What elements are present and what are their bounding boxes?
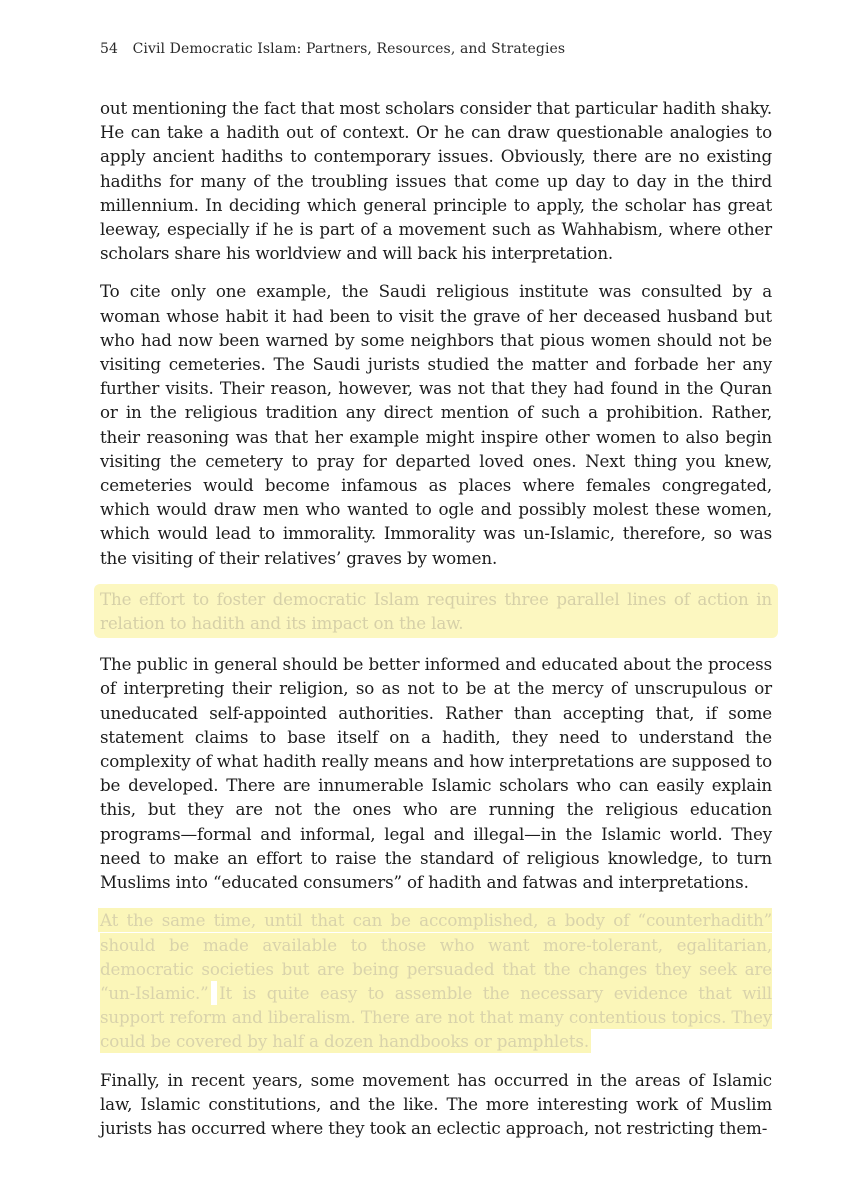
page-number: 54 [100, 41, 119, 57]
highlighted-passage-a: At the same time, until that can be accomplished, a body of “counterhadith” should be made available to those who want more-tolerant, egalitarian, democratic societies but are being persuaded that the changes they seek are “un-Islamic.” [100, 910, 772, 1003]
paragraph-6: Finally, in recent years, some movement has occurred in the areas of Islamic law, Islamic constitutions, and the like. The more interesting work of Muslim jurists has occurred where they took an eclectic approach, not restricting them- [100, 1069, 772, 1138]
paragraph-3-highlighted: The effort to foster democratic Islam requires three parallel lines of action in relation to hadith and its impact on the law. [94, 584, 778, 638]
page-body [100, 96, 772, 1154]
highlighted-passage-b: It is quite easy to assemble the necessary evidence that will support reform and liberalism. There are not that many contentious topics. They could be covered by half a dozen handbooks or pamphlets. [100, 982, 772, 1052]
paragraph-5 [100, 908, 772, 1053]
paragraph-1: out mentioning the fact that most scholars consider that particular hadith shaky. He can take a hadith out of context. Or he can draw questionable analogies to apply ancient hadiths to contemporary issues. Obviously, there are no existing hadiths for many of the troubling issues that come up day to day in the third millennium. In deciding which general principle to apply, the scholar has great leeway, especially if he is part of a movement such as Wahhabism, where other scholars share his worldview and will back his interpretation. [100, 98, 772, 264]
paragraph-4: The public in general should be better informed and educated about the process of interpreting their religion, so as not to be at the mercy of unscrupulous or uneducated self-appointed authorities. Rather than accepting that, if some statement claims to base itself on a hadith, they need to understand the complexity of what hadith really means and how interpretations are supposed to be developed. There are innumerable Islamic scholars who can easily explain this, but they are not the ones who are running the religious education programs—formal and informal, legal and illegal—in the Islamic world. They need to make an effort to raise the standard of religious knowledge, to turn Muslims into “educated consumers” of hadith and fatwas and interpretations. [100, 654, 772, 893]
running-header [100, 41, 565, 57]
paragraph-2: To cite only one example, the Saudi religious institute was consulted by a woman whose habit it had been to visit the grave of her deceased husband but who had now been warned by some neighbors that pious women should not be visiting cemeteries. The Saudi jurists studied the matter and forbade her any further visits. Their reason, however, was not that they had found in the Quran or in the religious tradition any direct mention of such a prohibition. Rather, their reasoning was that her example might inspire other women to also begin visiting the cemetery to pray for departed loved ones. Next thing you knew, cemeteries would become infamous as places where females congregated, which would draw men who wanted to ogle and possibly molest these women, which would lead to immorality. Immorality was un-Islamic, therefore, so was the visiting of their relatives’ graves by women. [100, 281, 772, 568]
running-title: Civil Democratic Islam: Partners, Resources, and Strategies [132, 41, 566, 57]
